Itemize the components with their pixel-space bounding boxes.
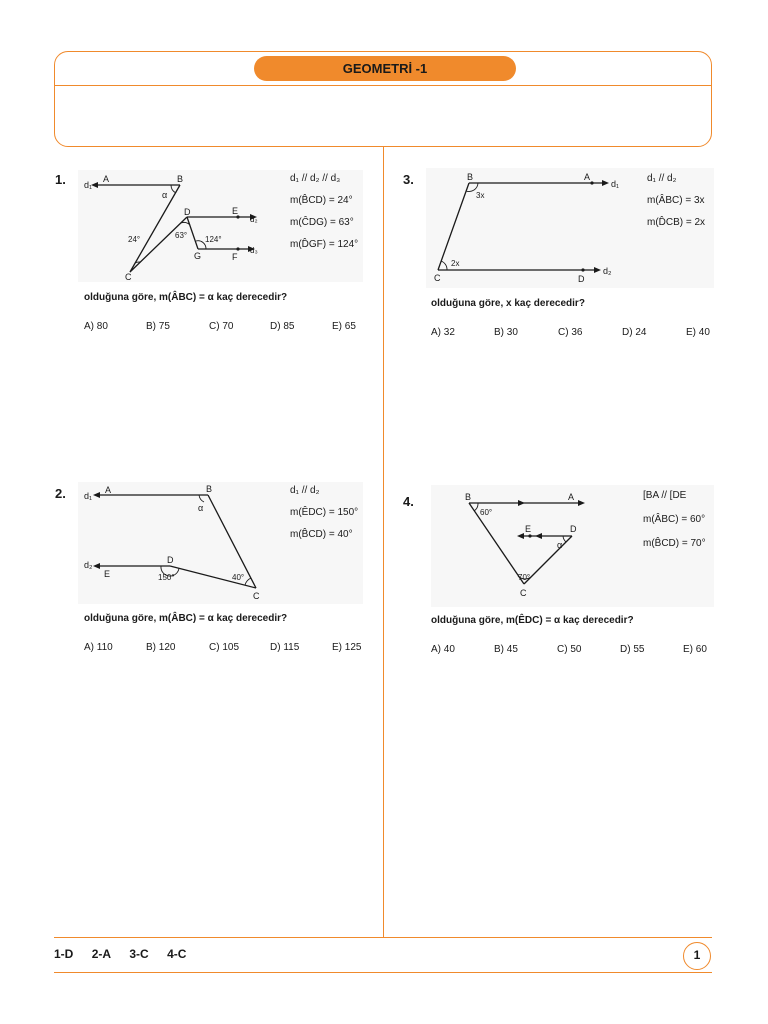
question-3-choices bbox=[431, 327, 710, 338]
q3-label-d1: d₁ bbox=[611, 179, 620, 189]
q4-choice-d[interactable]: D) 55 bbox=[620, 644, 645, 655]
q4-label-b: B bbox=[465, 492, 472, 502]
question-3-figure bbox=[426, 168, 714, 288]
answer-key bbox=[54, 947, 201, 961]
q3-label-d2: d₂ bbox=[603, 266, 612, 276]
header-box bbox=[54, 51, 712, 147]
q2-choice-d[interactable]: D) 115 bbox=[270, 642, 300, 653]
question-1-number: 1. bbox=[55, 172, 66, 187]
q3-choice-a[interactable]: A) 32 bbox=[431, 327, 455, 338]
q1-label-e: E bbox=[232, 206, 239, 216]
q2-given-line: m(ÊDC) = 150° bbox=[290, 507, 359, 518]
q3-given-line: m(ÂBC) = 3x bbox=[647, 195, 705, 206]
q1-given-line: m(D̂GF) = 124° bbox=[290, 239, 359, 250]
q4-choice-c[interactable]: C) 50 bbox=[557, 644, 582, 655]
q2-label-40: 40° bbox=[232, 573, 245, 582]
q3-label-2x: 2x bbox=[451, 259, 460, 268]
question-4-prompt: olduğuna göre, m(ÊDC) = α kaç derecedir? bbox=[431, 615, 634, 626]
q1-choice-d[interactable]: D) 85 bbox=[270, 321, 295, 332]
q4-label-d: D bbox=[570, 524, 577, 534]
q2-given-line: m(B̂CD) = 40° bbox=[290, 529, 353, 540]
q1-label-c: C bbox=[125, 272, 132, 282]
question-4-choices bbox=[431, 644, 707, 655]
q1-label-alpha: α bbox=[162, 190, 168, 200]
question-4-given bbox=[643, 491, 706, 561]
q4-label-alpha: α bbox=[557, 540, 563, 550]
q1-label-d2: d₂ bbox=[250, 215, 258, 224]
q1-label-f: F bbox=[232, 252, 238, 262]
q3-label-b: B bbox=[467, 172, 474, 182]
q2-choice-b[interactable]: B) 120 bbox=[146, 642, 176, 653]
question-2-figure bbox=[78, 482, 363, 604]
q3-given-line: d₁ // d₂ bbox=[647, 173, 677, 184]
answer-key-item: 4-C bbox=[167, 947, 187, 961]
q1-choice-a[interactable]: A) 80 bbox=[84, 321, 108, 332]
q2-label-d: D bbox=[167, 555, 174, 565]
q2-label-c: C bbox=[253, 591, 260, 601]
q3-label-d: D bbox=[578, 274, 585, 284]
q4-label-a: A bbox=[568, 492, 575, 502]
q4-label-60: 60° bbox=[480, 508, 493, 517]
question-1-choices bbox=[84, 321, 356, 332]
question-2-number: 2. bbox=[55, 486, 66, 501]
footer-divider-bottom bbox=[54, 972, 712, 973]
question-2-choices bbox=[84, 642, 361, 653]
q1-label-24: 24° bbox=[128, 235, 141, 244]
header-divider bbox=[55, 85, 711, 86]
q3-choice-e[interactable]: E) 40 bbox=[686, 327, 710, 338]
q1-choice-b[interactable]: B) 75 bbox=[146, 321, 170, 332]
q2-label-150: 150° bbox=[158, 573, 175, 582]
question-2-prompt: olduğuna göre, m(ÂBC) = α kaç derecedir? bbox=[84, 613, 288, 624]
question-4-figure bbox=[431, 485, 714, 607]
q4-label-70: 70° bbox=[518, 573, 531, 582]
q1-given-line: d₁ // d₂ // d₃ bbox=[290, 173, 341, 184]
q3-choice-c[interactable]: C) 36 bbox=[558, 327, 583, 338]
q1-choice-e[interactable]: E) 65 bbox=[332, 321, 356, 332]
q1-label-63: 63° bbox=[175, 231, 188, 240]
q4-given-line: m(ÂBC) = 60° bbox=[643, 514, 706, 525]
q2-choice-c[interactable]: C) 105 bbox=[209, 642, 240, 653]
q1-label-g: G bbox=[194, 251, 202, 261]
q3-label-c: C bbox=[434, 273, 441, 283]
column-divider bbox=[383, 147, 384, 937]
q2-label-alpha: α bbox=[198, 503, 204, 513]
q2-label-d1: d₁ bbox=[84, 491, 93, 501]
q4-choice-b[interactable]: B) 45 bbox=[494, 644, 518, 655]
question-1-figure bbox=[78, 170, 363, 282]
question-3-given bbox=[647, 174, 705, 240]
q4-label-c: C bbox=[520, 588, 527, 598]
question-4-number: 4. bbox=[403, 494, 414, 509]
question-1-given bbox=[290, 174, 358, 262]
q1-label-d3: d₃ bbox=[250, 246, 258, 255]
q4-label-e: E bbox=[525, 524, 532, 534]
q3-given-line: m(D̂CB) = 2x bbox=[647, 217, 706, 228]
q2-label-e: E bbox=[104, 569, 111, 579]
question-2-given bbox=[290, 486, 358, 552]
question-3-prompt: olduğuna göre, x kaç derecedir? bbox=[431, 298, 585, 309]
q3-label-3x: 3x bbox=[476, 191, 485, 200]
q3-choice-d[interactable]: D) 24 bbox=[622, 327, 647, 338]
q1-label-d: D bbox=[184, 207, 191, 217]
q2-label-b: B bbox=[206, 484, 213, 494]
q2-label-d2: d₂ bbox=[84, 560, 93, 570]
q4-choice-a[interactable]: A) 40 bbox=[431, 644, 455, 655]
answer-key-item: 2-A bbox=[91, 947, 112, 961]
q1-choice-c[interactable]: C) 70 bbox=[209, 321, 234, 332]
q2-label-a: A bbox=[105, 485, 112, 495]
question-3-number: 3. bbox=[403, 172, 414, 187]
q3-choice-b[interactable]: B) 30 bbox=[494, 327, 518, 338]
q2-choice-e[interactable]: E) 125 bbox=[332, 642, 362, 653]
answer-key-item: 1-D bbox=[54, 947, 74, 961]
footer-divider-top bbox=[54, 937, 712, 938]
q2-given-line: d₁ // d₂ bbox=[290, 485, 320, 496]
q1-given-line: m(ĈDG) = 63° bbox=[290, 217, 354, 228]
page-number: 1 bbox=[683, 942, 711, 970]
q4-given-line: m(B̂CD) = 70° bbox=[643, 538, 706, 549]
q1-given-line: m(B̂CD) = 24° bbox=[290, 195, 353, 206]
q1-label-d1: d₁ bbox=[84, 180, 93, 190]
q1-label-a: A bbox=[103, 174, 110, 184]
q3-label-a: A bbox=[584, 172, 591, 182]
q2-choice-a[interactable]: A) 110 bbox=[84, 642, 113, 653]
answer-key-item: 3-C bbox=[129, 947, 149, 961]
question-1-prompt: olduğuna göre, m(ÂBC) = α kaç derecedir? bbox=[84, 292, 288, 303]
q1-label-b: B bbox=[177, 174, 184, 184]
page-title: GEOMETRİ -1 bbox=[254, 56, 516, 81]
q4-choice-e[interactable]: E) 60 bbox=[683, 644, 707, 655]
q1-label-124: 124° bbox=[205, 235, 222, 244]
q4-given-line: [BA // [DE bbox=[643, 490, 687, 501]
